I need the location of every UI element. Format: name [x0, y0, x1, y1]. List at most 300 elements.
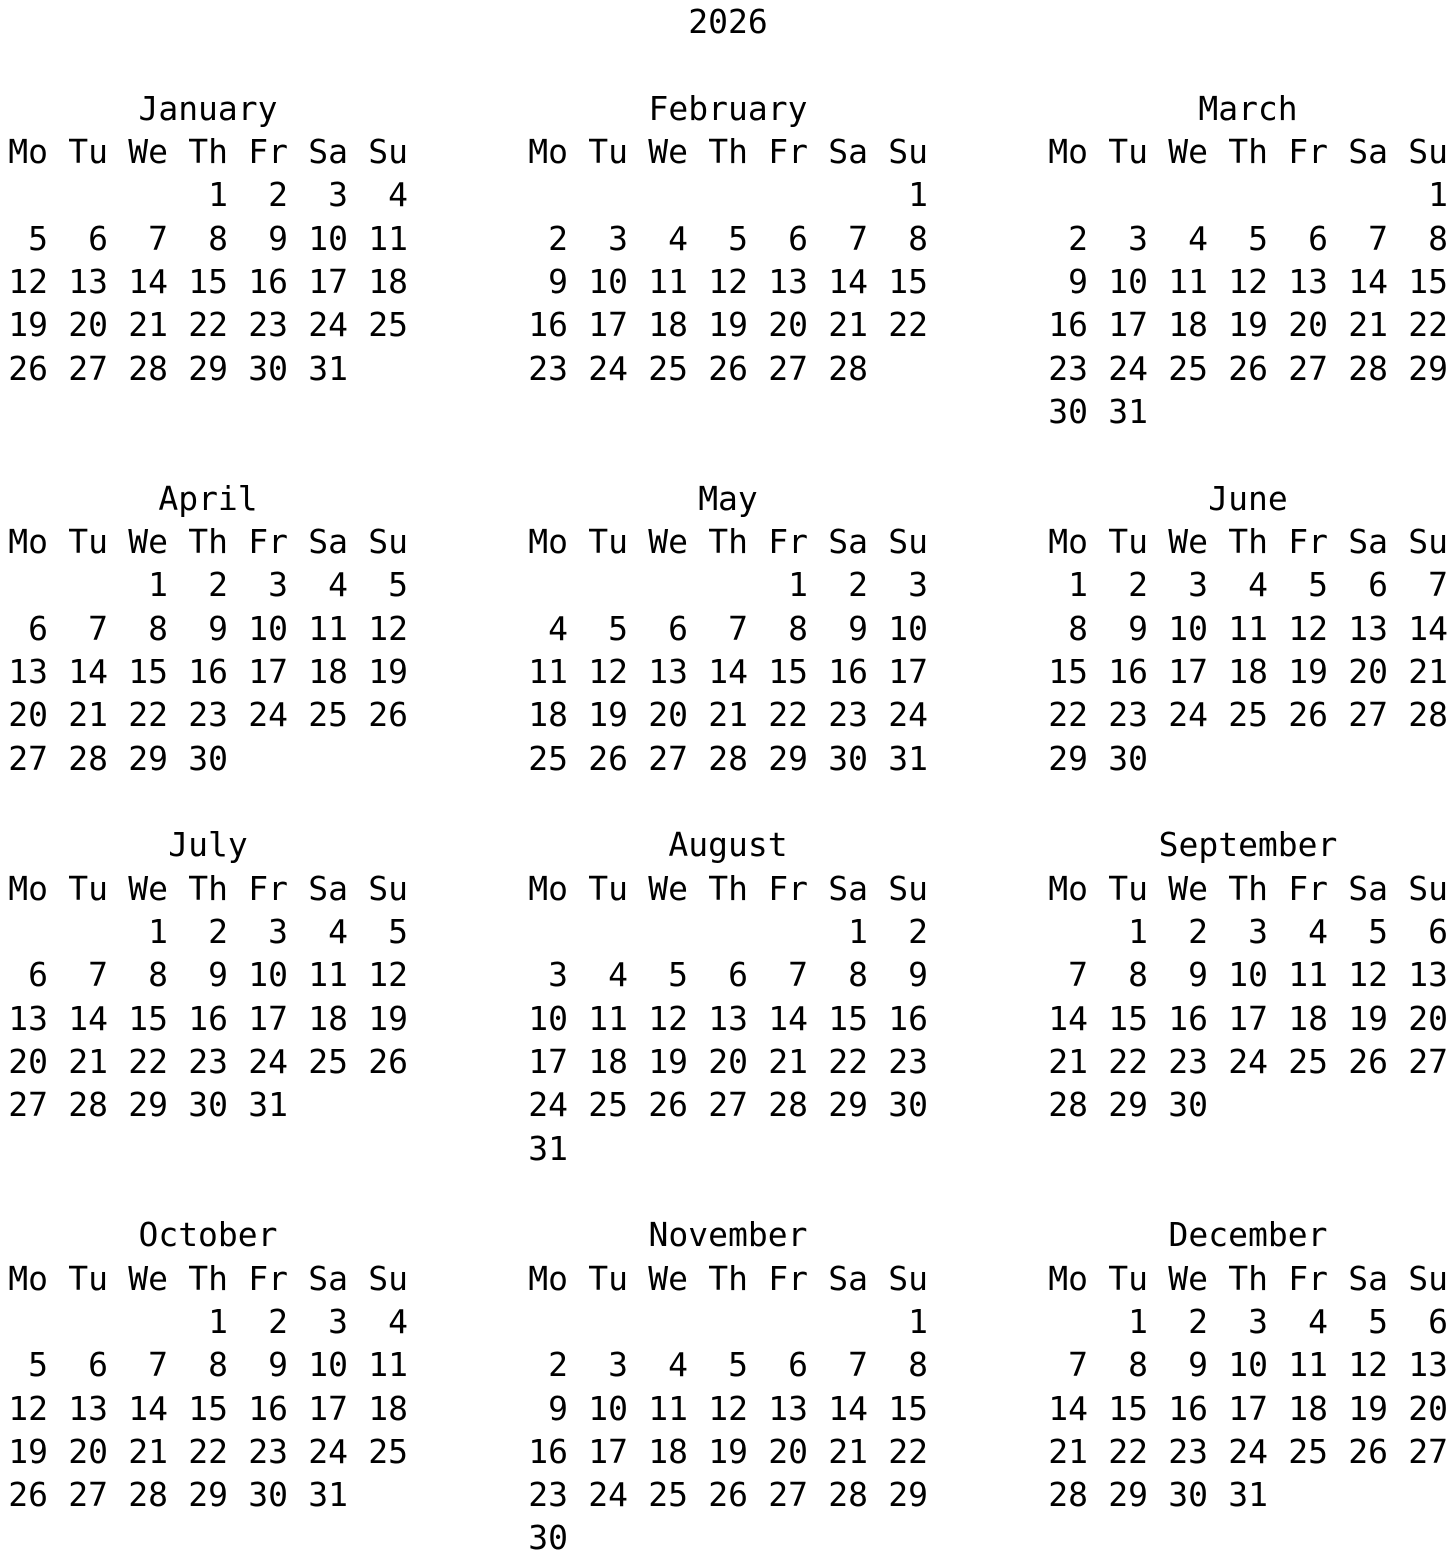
- weekday-header: Mo: [1048, 868, 1088, 908]
- day-cell: 25: [308, 695, 348, 735]
- day-cell: 28: [128, 348, 168, 388]
- week-row: [528, 1300, 928, 1343]
- day-cell: 21: [128, 1431, 168, 1471]
- month-title: March: [1198, 88, 1298, 128]
- day-cell: 26: [648, 1085, 688, 1125]
- day-cell: 14: [68, 998, 108, 1038]
- day-cell: 19: [648, 1041, 688, 1081]
- day-cell: 30: [1108, 738, 1148, 778]
- day-cell: 24: [248, 695, 288, 735]
- day-cell: 28: [768, 1085, 808, 1125]
- day-cell: 14: [128, 261, 168, 301]
- empty-day-cell: [648, 1516, 688, 1559]
- week-row: [1048, 1387, 1448, 1430]
- day-cell: 3: [1248, 911, 1268, 951]
- month-title: January: [138, 88, 278, 128]
- day-cell: 27: [1348, 695, 1388, 735]
- day-cell: 16: [1168, 998, 1208, 1038]
- day-cell: 13: [1288, 261, 1328, 301]
- month-title: November: [648, 1215, 808, 1255]
- weekday-header: We: [128, 521, 168, 561]
- day-cell: 20: [768, 1431, 808, 1471]
- day-cell: 13: [8, 651, 48, 691]
- month-title: June: [1208, 478, 1288, 518]
- empty-day-cell: [888, 1516, 928, 1559]
- weekday-header: We: [1168, 131, 1208, 171]
- day-cell: 3: [908, 565, 928, 605]
- day-cell: 7: [148, 1345, 168, 1385]
- weekday-header: Tu: [588, 868, 628, 908]
- empty-day-cell: [1348, 737, 1388, 780]
- empty-day-cell: [588, 1127, 628, 1170]
- day-cell: 29: [128, 1085, 168, 1125]
- day-cell: 10: [308, 218, 348, 258]
- month-september: [1048, 823, 1448, 1126]
- day-cell: 13: [768, 1388, 808, 1428]
- weekday-header: We: [1168, 868, 1208, 908]
- weekday-header: Mo: [528, 868, 568, 908]
- day-cell: 8: [1068, 608, 1088, 648]
- day-cell: 11: [308, 608, 348, 648]
- day-cell: 16: [248, 261, 288, 301]
- day-cell: 3: [608, 218, 628, 258]
- weekday-header: Mo: [1048, 131, 1088, 171]
- day-cell: 21: [828, 1431, 868, 1471]
- day-cell: 2: [208, 911, 228, 951]
- day-cell: 24: [528, 1085, 568, 1125]
- day-cell: 31: [308, 1475, 348, 1515]
- day-cell: 20: [8, 1041, 48, 1081]
- day-cell: 19: [1228, 305, 1268, 345]
- weekday-header: Sa: [308, 521, 348, 561]
- day-cell: 15: [1108, 1388, 1148, 1428]
- day-cell: 10: [1108, 261, 1148, 301]
- day-cell: 26: [368, 1041, 408, 1081]
- day-cell: 27: [768, 1475, 808, 1515]
- month-title: February: [648, 88, 808, 128]
- day-cell: 4: [668, 218, 688, 258]
- empty-day-cell: [708, 1300, 748, 1343]
- day-cell: 29: [1048, 738, 1088, 778]
- day-cell: 12: [1228, 261, 1268, 301]
- day-cell: 23: [1168, 1041, 1208, 1081]
- day-cell: 7: [848, 1345, 868, 1385]
- day-cell: 29: [188, 1475, 228, 1515]
- empty-day-cell: [588, 1300, 628, 1343]
- weekday-header: Th: [1228, 1258, 1268, 1298]
- week-row: [8, 260, 408, 303]
- week-row: [528, 563, 928, 606]
- weekday-header: Th: [708, 131, 748, 171]
- day-cell: 24: [1168, 695, 1208, 735]
- day-cell: 26: [708, 1475, 748, 1515]
- empty-day-cell: [368, 1083, 408, 1126]
- empty-day-cell: [768, 1300, 808, 1343]
- weekday-header: Su: [1408, 1258, 1448, 1298]
- day-cell: 9: [268, 1345, 288, 1385]
- weekday-header: Th: [188, 1258, 228, 1298]
- day-cell: 21: [1048, 1431, 1088, 1471]
- weekday-header: Su: [368, 131, 408, 171]
- day-cell: 2: [1188, 911, 1208, 951]
- empty-day-cell: [1348, 390, 1388, 433]
- day-cell: 10: [1168, 608, 1208, 648]
- weekday-header: Sa: [1348, 868, 1388, 908]
- day-cell: 4: [328, 911, 348, 951]
- day-cell: 22: [128, 695, 168, 735]
- day-cell: 5: [1248, 218, 1268, 258]
- weekday-header: Tu: [68, 1258, 108, 1298]
- day-cell: 21: [768, 1041, 808, 1081]
- day-cell: 22: [128, 1041, 168, 1081]
- day-cell: 15: [188, 1388, 228, 1428]
- week-row: [1048, 1040, 1448, 1083]
- day-cell: 14: [768, 998, 808, 1038]
- months-grid: [8, 87, 1448, 1560]
- day-cell: 12: [1288, 608, 1328, 648]
- day-cell: 7: [88, 608, 108, 648]
- empty-day-cell: [708, 173, 748, 216]
- day-cell: 23: [1048, 348, 1088, 388]
- day-cell: 24: [1228, 1431, 1268, 1471]
- day-cell: 6: [668, 608, 688, 648]
- day-cell: 4: [1308, 911, 1328, 951]
- day-cell: 16: [828, 651, 868, 691]
- weekday-header: Fr: [768, 521, 808, 561]
- day-cell: 11: [1288, 955, 1328, 995]
- day-cell: 14: [1048, 998, 1088, 1038]
- day-cell: 6: [728, 955, 748, 995]
- day-cell: 28: [1408, 695, 1448, 735]
- weekday-header: Th: [1228, 521, 1268, 561]
- day-cell: 13: [1408, 1345, 1448, 1385]
- month-title: August: [668, 825, 788, 865]
- week-row: [1048, 390, 1448, 433]
- day-cell: 5: [728, 218, 748, 258]
- weekday-header: Su: [1408, 131, 1448, 171]
- empty-day-cell: [68, 1300, 108, 1343]
- weekday-header: Sa: [828, 131, 868, 171]
- day-cell: 20: [68, 1431, 108, 1471]
- empty-day-cell: [68, 173, 108, 216]
- day-cell: 18: [308, 998, 348, 1038]
- day-cell: 25: [648, 348, 688, 388]
- day-cell: 4: [608, 955, 628, 995]
- day-cell: 3: [1248, 1301, 1268, 1341]
- empty-day-cell: [1048, 910, 1088, 953]
- weekday-header: Fr: [1288, 868, 1328, 908]
- weekday-header: Tu: [1108, 521, 1148, 561]
- day-cell: 16: [1048, 305, 1088, 345]
- weekday-header: We: [128, 131, 168, 171]
- day-cell: 8: [1428, 218, 1448, 258]
- week-row: [1048, 910, 1448, 953]
- weekday-header-row: [528, 867, 928, 910]
- day-cell: 13: [1348, 608, 1388, 648]
- day-cell: 5: [728, 1345, 748, 1385]
- empty-day-cell: [588, 1516, 628, 1559]
- day-cell: 26: [588, 738, 628, 778]
- day-cell: 15: [128, 651, 168, 691]
- day-cell: 23: [828, 695, 868, 735]
- day-cell: 1: [908, 175, 928, 215]
- day-cell: 11: [648, 261, 688, 301]
- day-cell: 22: [828, 1041, 868, 1081]
- weekday-header-row: [8, 1257, 408, 1300]
- month-title: April: [158, 478, 258, 518]
- week-row: [528, 303, 928, 346]
- weekday-header: Mo: [8, 868, 48, 908]
- day-cell: 16: [528, 305, 568, 345]
- day-cell: 26: [368, 695, 408, 735]
- day-cell: 14: [828, 1388, 868, 1428]
- day-cell: 27: [68, 1475, 108, 1515]
- day-cell: 2: [1188, 1301, 1208, 1341]
- day-cell: 28: [68, 738, 108, 778]
- day-cell: 2: [548, 218, 568, 258]
- day-cell: 13: [648, 651, 688, 691]
- day-cell: 9: [208, 955, 228, 995]
- day-cell: 18: [1228, 651, 1268, 691]
- day-cell: 16: [248, 1388, 288, 1428]
- empty-day-cell: [708, 1127, 748, 1170]
- day-cell: 28: [1048, 1475, 1088, 1515]
- day-cell: 20: [708, 1041, 748, 1081]
- day-cell: 20: [1288, 305, 1328, 345]
- day-cell: 12: [1348, 1345, 1388, 1385]
- week-row: [8, 1473, 408, 1516]
- day-cell: 21: [1408, 651, 1448, 691]
- day-cell: 19: [588, 695, 628, 735]
- week-row: [8, 1387, 408, 1430]
- day-cell: 14: [828, 261, 868, 301]
- day-cell: 10: [1228, 1345, 1268, 1385]
- empty-day-cell: [1228, 1083, 1268, 1126]
- week-row: [1048, 347, 1448, 390]
- weekday-header: Fr: [248, 1258, 288, 1298]
- weekday-header-row: [528, 1257, 928, 1300]
- day-cell: 15: [188, 261, 228, 301]
- month-row: [8, 823, 1448, 1170]
- weekday-header: We: [648, 521, 688, 561]
- week-row: [8, 650, 408, 693]
- week-row: [8, 563, 408, 606]
- month-january: [8, 87, 408, 390]
- day-cell: 10: [588, 261, 628, 301]
- day-cell: 30: [528, 1518, 568, 1558]
- day-cell: 8: [208, 218, 228, 258]
- day-cell: 30: [188, 1085, 228, 1125]
- day-cell: 21: [828, 305, 868, 345]
- weekday-header: Fr: [1288, 131, 1328, 171]
- day-cell: 18: [648, 1431, 688, 1471]
- day-cell: 8: [208, 1345, 228, 1385]
- empty-day-cell: [1228, 737, 1268, 780]
- day-cell: 28: [1348, 348, 1388, 388]
- weekday-header: We: [648, 1258, 688, 1298]
- day-cell: 10: [308, 1345, 348, 1385]
- day-cell: 21: [1048, 1041, 1088, 1081]
- weekday-header-row: [8, 867, 408, 910]
- day-cell: 31: [1228, 1475, 1268, 1515]
- day-cell: 6: [28, 955, 48, 995]
- weekday-header: Fr: [1288, 1258, 1328, 1298]
- day-cell: 1: [1428, 175, 1448, 215]
- day-cell: 31: [1108, 391, 1148, 431]
- day-cell: 2: [1128, 565, 1148, 605]
- empty-day-cell: [1288, 1473, 1328, 1516]
- empty-day-cell: [368, 347, 408, 390]
- day-cell: 11: [1168, 261, 1208, 301]
- day-cell: 29: [1108, 1475, 1148, 1515]
- day-cell: 14: [708, 651, 748, 691]
- day-cell: 19: [368, 998, 408, 1038]
- day-cell: 27: [8, 738, 48, 778]
- empty-day-cell: [1228, 173, 1268, 216]
- empty-day-cell: [1408, 1083, 1448, 1126]
- month-row: [8, 87, 1448, 434]
- day-cell: 19: [708, 305, 748, 345]
- day-cell: 9: [1128, 608, 1148, 648]
- day-cell: 20: [1408, 998, 1448, 1038]
- day-cell: 5: [608, 608, 628, 648]
- day-cell: 12: [588, 651, 628, 691]
- day-cell: 1: [208, 1301, 228, 1341]
- weekday-header: Sa: [1348, 131, 1388, 171]
- day-cell: 24: [1228, 1041, 1268, 1081]
- day-cell: 18: [368, 261, 408, 301]
- day-cell: 6: [1368, 565, 1388, 605]
- week-row: [528, 1127, 928, 1170]
- day-cell: 30: [828, 738, 868, 778]
- week-row: [528, 347, 928, 390]
- day-cell: 27: [768, 348, 808, 388]
- day-cell: 17: [588, 305, 628, 345]
- day-cell: 29: [1408, 348, 1448, 388]
- week-row: [1048, 1343, 1448, 1386]
- week-row: [528, 217, 928, 260]
- weekday-header: Fr: [768, 868, 808, 908]
- day-cell: 9: [1188, 1345, 1208, 1385]
- weekday-header: Sa: [828, 1258, 868, 1298]
- day-cell: 4: [548, 608, 568, 648]
- month-title: September: [1158, 825, 1338, 865]
- week-row: [1048, 1473, 1448, 1516]
- day-cell: 6: [1308, 218, 1328, 258]
- month-title: December: [1168, 1215, 1328, 1255]
- day-cell: 23: [528, 348, 568, 388]
- day-cell: 29: [768, 738, 808, 778]
- weekday-header: Tu: [1108, 131, 1148, 171]
- day-cell: 20: [8, 695, 48, 735]
- weekday-header: Sa: [308, 1258, 348, 1298]
- day-cell: 12: [368, 608, 408, 648]
- day-cell: 25: [648, 1475, 688, 1515]
- day-cell: 18: [308, 651, 348, 691]
- day-cell: 13: [708, 998, 748, 1038]
- weekday-header: Sa: [308, 868, 348, 908]
- day-cell: 10: [528, 998, 568, 1038]
- empty-day-cell: [1288, 390, 1328, 433]
- weekday-header-row: [1048, 130, 1448, 173]
- day-cell: 30: [1168, 1085, 1208, 1125]
- day-cell: 7: [788, 955, 808, 995]
- empty-day-cell: [1168, 390, 1208, 433]
- day-cell: 23: [188, 1041, 228, 1081]
- empty-day-cell: [708, 563, 748, 606]
- day-cell: 17: [888, 651, 928, 691]
- week-row: [528, 1473, 928, 1516]
- day-cell: 3: [1188, 565, 1208, 605]
- weekday-header: Tu: [588, 131, 628, 171]
- day-cell: 19: [8, 305, 48, 345]
- day-cell: 8: [148, 955, 168, 995]
- day-cell: 30: [1168, 1475, 1208, 1515]
- day-cell: 20: [68, 305, 108, 345]
- week-row: [8, 1300, 408, 1343]
- week-row: [8, 1040, 408, 1083]
- day-cell: 5: [1368, 1301, 1388, 1341]
- weekday-header: Tu: [68, 131, 108, 171]
- weekday-header: Mo: [528, 1258, 568, 1298]
- day-cell: 25: [528, 738, 568, 778]
- day-cell: 29: [128, 738, 168, 778]
- day-cell: 2: [208, 565, 228, 605]
- day-cell: 1: [1128, 1301, 1148, 1341]
- year-title: 2026: [688, 2, 768, 41]
- weekday-header: Fr: [768, 1258, 808, 1298]
- month-october: [8, 1213, 408, 1516]
- day-cell: 10: [1228, 955, 1268, 995]
- day-cell: 17: [1228, 998, 1268, 1038]
- day-cell: 5: [388, 565, 408, 605]
- day-cell: 5: [28, 1345, 48, 1385]
- day-cell: 19: [1348, 1388, 1388, 1428]
- day-cell: 22: [188, 1431, 228, 1471]
- empty-day-cell: [1168, 173, 1208, 216]
- empty-day-cell: [128, 1300, 168, 1343]
- week-row: [528, 1387, 928, 1430]
- day-cell: 14: [1408, 608, 1448, 648]
- weekday-header-row: [528, 520, 928, 563]
- empty-day-cell: [708, 1516, 748, 1559]
- weekday-header: Mo: [8, 521, 48, 561]
- day-cell: 23: [188, 695, 228, 735]
- day-cell: 16: [528, 1431, 568, 1471]
- weekday-header: Th: [708, 1258, 748, 1298]
- week-row: [1048, 650, 1448, 693]
- day-cell: 30: [888, 1085, 928, 1125]
- week-row: [528, 953, 928, 996]
- day-cell: 21: [1348, 305, 1388, 345]
- day-cell: 2: [548, 1345, 568, 1385]
- day-cell: 5: [1368, 911, 1388, 951]
- day-cell: 22: [1048, 695, 1088, 735]
- week-row: [1048, 173, 1448, 216]
- day-cell: 1: [848, 911, 868, 951]
- month-title: October: [138, 1215, 278, 1255]
- month-may: [528, 477, 928, 780]
- week-row: [528, 1343, 928, 1386]
- day-cell: 7: [1368, 218, 1388, 258]
- day-cell: 12: [8, 261, 48, 301]
- day-cell: 18: [1288, 1388, 1328, 1428]
- day-cell: 11: [588, 998, 628, 1038]
- day-cell: 15: [1408, 261, 1448, 301]
- weekday-header: Su: [1408, 868, 1448, 908]
- day-cell: 2: [268, 175, 288, 215]
- week-row: [8, 693, 408, 736]
